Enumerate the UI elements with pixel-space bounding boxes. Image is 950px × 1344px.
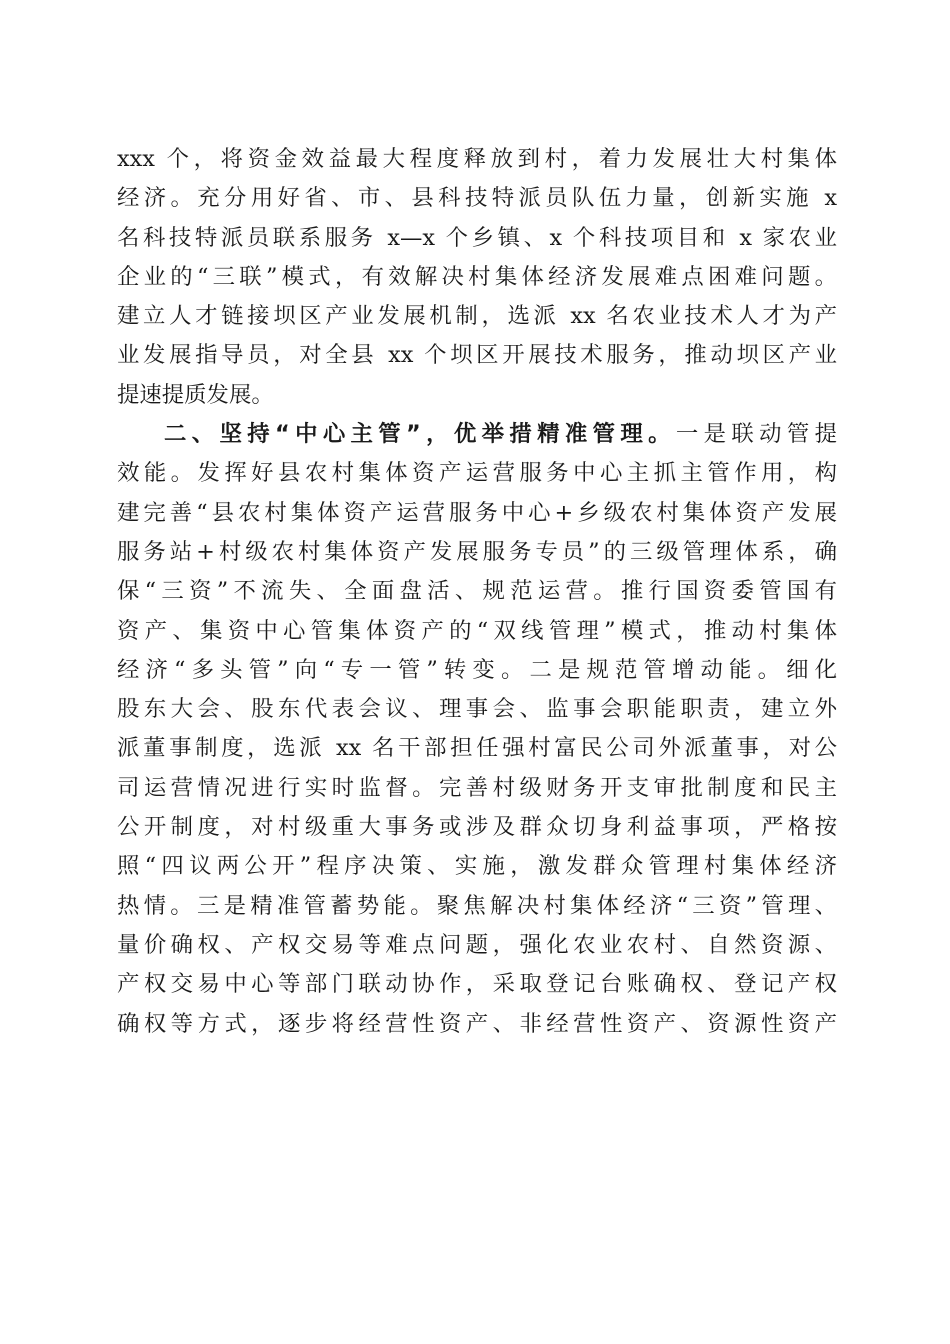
text-line: 经济“多头管”向“专一管”转变。二是规范管增动能。细化 bbox=[117, 656, 837, 683]
text-line: 派董事制度，选派 xx 名干部担任强村富民公司外派董事，对公 bbox=[117, 735, 837, 762]
paragraph-first-line bbox=[117, 415, 837, 454]
text-line: 确权等方式，逐步将经营性资产、非经营性资产、资源性资产 bbox=[117, 1010, 837, 1037]
text-line: 提速提质发展。 bbox=[117, 381, 274, 408]
text-line: 资产、集资中心管集体资产的“双线管理”模式，推动村集体 bbox=[117, 617, 837, 644]
text-line: 股东大会、股东代表会议、理事会、监事会职能职责，建立外 bbox=[117, 696, 837, 723]
text-line: 保“三资”不流失、全面盘活、规范运营。推行国资委管国有 bbox=[117, 578, 837, 605]
text-line: 名科技特派员联系服务 x—x 个乡镇、x 个科技项目和 x 家农业 bbox=[117, 224, 837, 251]
text-line: 司运营情况进行实时监督。完善村级财务开支审批制度和民主 bbox=[117, 774, 837, 801]
paragraph-1 bbox=[117, 140, 837, 415]
text-line: 热情。三是精准管蓄势能。聚焦解决村集体经济“三资”管理、 bbox=[117, 892, 837, 919]
text-line: xxx 个，将资金效益最大程度释放到村，着力发展壮大村集体 bbox=[117, 146, 837, 172]
first-line-text: 一是联动管提 bbox=[675, 421, 838, 448]
text-line: 量价确权、产权交易等难点问题，强化农业农村、自然资源、 bbox=[117, 931, 837, 958]
text-line: 效能。发挥好县农村集体资产运营服务中心主抓主管作用，构 bbox=[117, 460, 837, 487]
text-line: 公开制度，对村级重大事务或涉及群众切身利益事项，严格按 bbox=[117, 814, 837, 841]
text-line: 建完善“县农村集体资产运营服务中心+乡级农村集体资产发展 bbox=[117, 499, 837, 526]
section-heading: 二、坚持“中心主管”，优举措精准管理。 bbox=[164, 421, 676, 448]
text-line: 照“四议两公开”程序决策、实施，激发群众管理村集体经济 bbox=[117, 853, 837, 880]
text-line: 业发展指导员，对全县 xx 个坝区开展技术服务，推动坝区产业 bbox=[117, 342, 837, 369]
text-line: 建立人才链接坝区产业发展机制，选派 xx 名农业技术人才为产 bbox=[117, 303, 837, 330]
text-line: 企业的“三联”模式，有效解决村集体经济发展难点困难问题。 bbox=[117, 263, 837, 290]
document-body bbox=[117, 140, 837, 1044]
text-line: 经济。充分用好省、市、县科技特派员队伍力量，创新实施 x bbox=[117, 185, 837, 212]
text-line: 产权交易中心等部门联动协作，采取登记台账确权、登记产权 bbox=[117, 971, 837, 998]
paragraph-2 bbox=[117, 415, 837, 1044]
text-line: 服务站+村级农村集体资产发展服务专员”的三级管理体系，确 bbox=[117, 538, 837, 565]
